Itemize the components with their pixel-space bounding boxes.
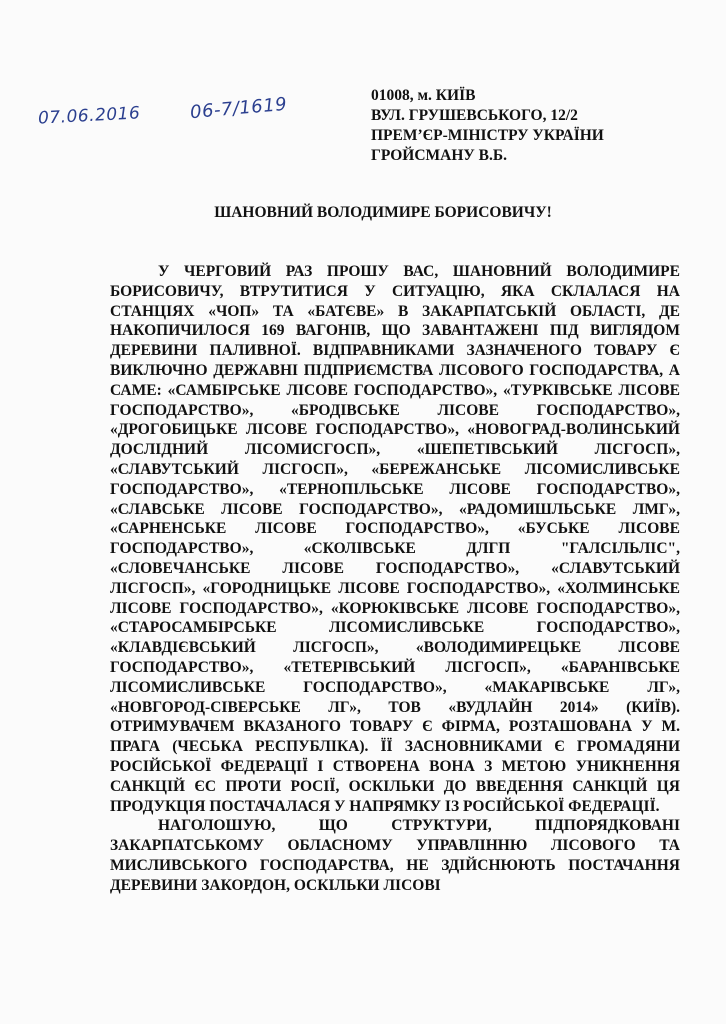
address-line: 01008, м. КИЇВ [371,87,476,104]
letter-body [110,262,680,896]
recipient-address [371,86,604,166]
body-paragraph: У ЧЕРГОВИЙ РАЗ ПРОШУ ВАС, ШАНОВНИЙ ВОЛОДИМИРЕ БОРИСОВИЧУ, ВТРУТИТИСЯ У СИТУАЦІЮ, ЯКА СКЛАЛАСЯ НА СТАНЦІЯХ «ЧОП» ТА «БАТЄВЕ» В ЗАКАРПАТСЬКІЙ ОБЛАСТІ, ДЕ НАКОПИЧИЛОСЯ 169 ВАГОНІВ, ЩО ЗАВАНТАЖЕНІ ПІД ВИГЛЯДОМ ДЕРЕВИНИ ПАЛИВНОЇ. ВІДПРАВНИКАМИ ЗАЗНАЧЕНОГО ТОВАРУ Є ВИКЛЮЧНО ДЕРЖАВНІ ПІДПРИЄМСТВА ЛІСОВОГО ГОСПОДАРСТВА, А САМЕ: «САМБІРСЬКЕ ЛІСОВЕ ГОСПОДАРСТВО», «ТУРКІВСЬКЕ ЛІСОВЕ ГОСПОДАРСТВО», «БРОДІВСЬКЕ ЛІСОВЕ ГОСПОДАРСТВО», «ДРОГОБИЦЬКЕ ЛІСОВЕ ГОСПОДАРСТВО», «НОВОГРАД-ВОЛИНСЬКИЙ ДОСЛІДНИЙ ЛІСОМИСГОСП», «ШЕПЕТІВСЬКИЙ ЛІСГОСП», «СЛАВУТСЬКИЙ ЛІСГОСП», «БЕРЕЖАНСЬКЕ ЛІСОМИСЛИВСЬКЕ ГОСПОДАРСТВО», «ТЕРНОПІЛЬСЬКЕ ЛІСОВЕ ГОСПОДАРСТВО», «СЛАВСЬКЕ ЛІСОВЕ ГОСПОДАРСТВО», «РАДОМИШЛЬСЬКЕ ЛМГ», «САРНЕНСЬКЕ ЛІСОВЕ ГОСПОДАРСТВО», «БУСЬКЕ ЛІСОВЕ ГОСПОДАРСТВО», «СКОЛІВСЬКЕ ДЛГП "ГАЛСІЛЬЛІС", «СЛОВЕЧАНСЬКЕ ЛІСОВЕ ГОСПОДАРСТВО», «СЛАВУТСЬКИЙ ЛІСГОСП», «ГОРОДНИЦЬКЕ ЛІСОВЕ ГОСПОДАРСТВО», «ХОЛМИНСЬКЕ ЛІСОВЕ ГОСПОДАРСТВО», «КОРЮКІВСЬКЕ ЛІСОВЕ ГОСПОДАРСТВО», «СТАРОСАМБІРСЬКЕ ЛІСОМИСЛИВСЬКЕ ГОСПОДАРСТВО», «КЛАВДІЄВСЬКИЙ ЛІСГОСП», «ВОЛОДИМИРЕЦЬКЕ ЛІСОВЕ ГОСПОДАРСТВО», «ТЕТЕРІВСЬКИЙ ЛІСГОСП», «БАРАНІВСЬКЕ ЛІСОМИСЛИВСЬКЕ ГОСПОДАРСТВО», «МАКАРІВСЬКЕ ЛГ», «НОВГОРОД-СІВЕРСЬКЕ ЛГ», ТОВ «ВУДЛАЙН 2014» (КИЇВ). ОТРИМУВАЧЕМ ВКАЗАНОГО ТОВАРУ Є ФІРМА, РОЗТАШОВАНА У М. ПРАГА (ЧЕСЬКА РЕСПУБЛІКА). ЇЇ ЗАСНОВНИКАМИ Є ГРОМАДЯНИ РОСІЙСЬКОЇ ФЕДЕРАЦІЇ І СТВОРЕНА ВОНА З МЕТОЮ УНИКНЕННЯ САНКЦІЙ ЄС ПРОТИ РОСІЇ, ОСКІЛЬКИ ДО ВВЕДЕННЯ САНКЦІЙ ЦЯ ПРОДУКЦІЯ ПОСТАЧАЛАСЯ У НАПРЯМКУ ІЗ РОСІЙСЬКОЇ ФЕДЕРАЦІЇ. [110,263,680,815]
handwritten-date: 07.06.2016 [37,103,141,129]
address-line: ГРОЙСМАНУ В.Б. [371,147,508,164]
salutation: ШАНОВНИЙ ВОЛОДИМИРЕ БОРИСОВИЧУ! [214,204,552,221]
address-line: ВУЛ. ГРУШЕВСЬКОГО, 12/2 [371,107,578,124]
body-paragraph: НАГОЛОШУЮ, ЩО СТРУКТУРИ, ПІДПОРЯДКОВАНІ ЗАКАРПАТСЬКОМУ ОБЛАСНОМУ УПРАВЛІННЮ ЛІСОВОГО ТА МИСЛИВСЬКОГО ГОСПОДАРСТВА, НЕ ЗДІЙСНЮЮТЬ ПОСТАЧАННЯ ДЕРЕВИНИ ЗАКОРДОН, ОСКІЛЬКИ ЛІСОВІ [110,817,680,894]
handwritten-registration-number: 06-7/1619 [189,93,288,124]
address-line: ПРЕМ’ЄР-МІНІСТРУ УКРАЇНИ [371,127,604,144]
